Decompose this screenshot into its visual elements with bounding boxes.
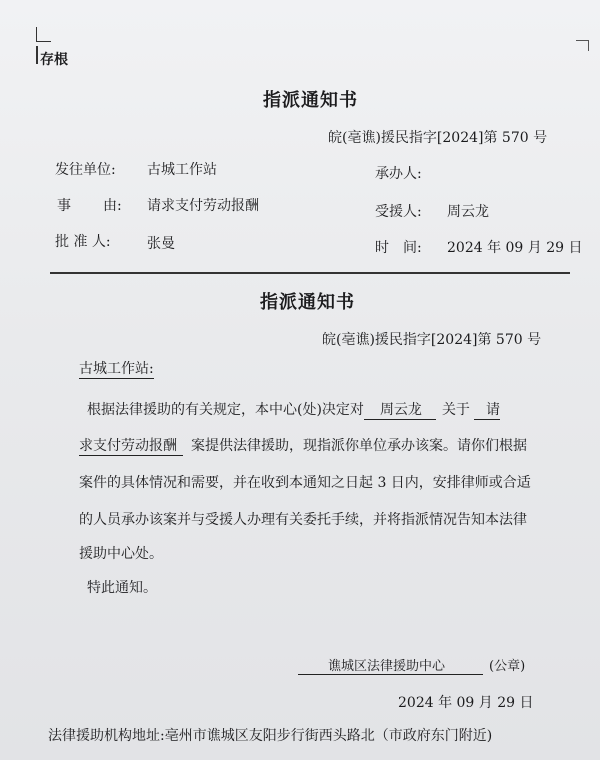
notice-addressee-text: 古城工作站: [79,358,154,379]
notice-ref-number: 皖(亳谯)援民指字[2024]第 570 号 [322,332,542,348]
para1-text-b: 关于 [441,402,470,418]
notice-closing: 特此通知。 [87,580,157,596]
notice-paragraph-line3: 案件的具体情况和需要，并在收到本通知之日起 3 日内，安排律师或合适 [79,475,531,491]
address-value: 亳州市谯城区友阳步行街西头路北（市政府东门附近) [164,728,493,744]
stub-recipient-label: 受援人: [375,204,422,220]
stub-handler-label: 承办人: [375,166,422,182]
para1-case-start: 请 [474,399,500,420]
stub-time-value: 2024 年 09 月 29 日 [447,240,583,256]
notice-addressee [79,358,154,379]
stub-approver-value: 张曼 [147,236,175,252]
signer-line [298,655,525,675]
stub-title: 指派通知书 [263,90,358,111]
signer-name: 谯城区法律援助中心 [298,655,483,675]
stub-recipient-value: 周云龙 [447,204,489,220]
stub-reason-label-char1: 事 [57,198,71,214]
stub-send-unit-value: 古城工作站 [147,162,217,178]
para1-case-rest: 求支付劳动报酬 [79,435,183,456]
notice-title: 指派通知书 [260,292,355,313]
stub-time-label: 时 间: [375,240,422,256]
stub-reason-label-char2: 由: [103,198,122,214]
stub-approver-label: 批 准 人: [55,234,111,250]
para1-recipient-name: 周云龙 [364,399,436,420]
stub-margin-bar [36,46,38,64]
stub-reason-value: 请求支付劳动报酬 [147,198,259,214]
notice-paragraph-line4: 的人员承办该案并与受援人办理有关委托手续，并将指派情况告知本法律 [79,512,527,528]
crop-mark-top-right [576,40,589,51]
stub-send-unit-label: 发往单位: [55,162,116,178]
crop-mark-top-left [36,27,51,42]
notice-paragraph-line2 [79,435,527,456]
para1-text-a: 根据法律援助的有关规定，本中心(处)决定对 [87,402,364,418]
agency-address-line [48,725,492,745]
para1-text-c: 案提供法律援助，现指派你单位承办该案。请你们根据 [191,438,527,454]
stub-ref-number: 皖(亳谯)援民指字[2024]第 570 号 [328,130,548,146]
stub-label: 存根 [40,52,68,68]
tear-off-separator [50,272,570,274]
notice-paragraph-line5: 援助中心处。 [79,546,163,562]
notice-date: 2024 年 09 月 29 日 [398,695,534,711]
address-label: 法律援助机构地址: [48,728,165,744]
seal-note: (公章) [489,659,526,674]
notice-paragraph-line1 [87,399,500,420]
